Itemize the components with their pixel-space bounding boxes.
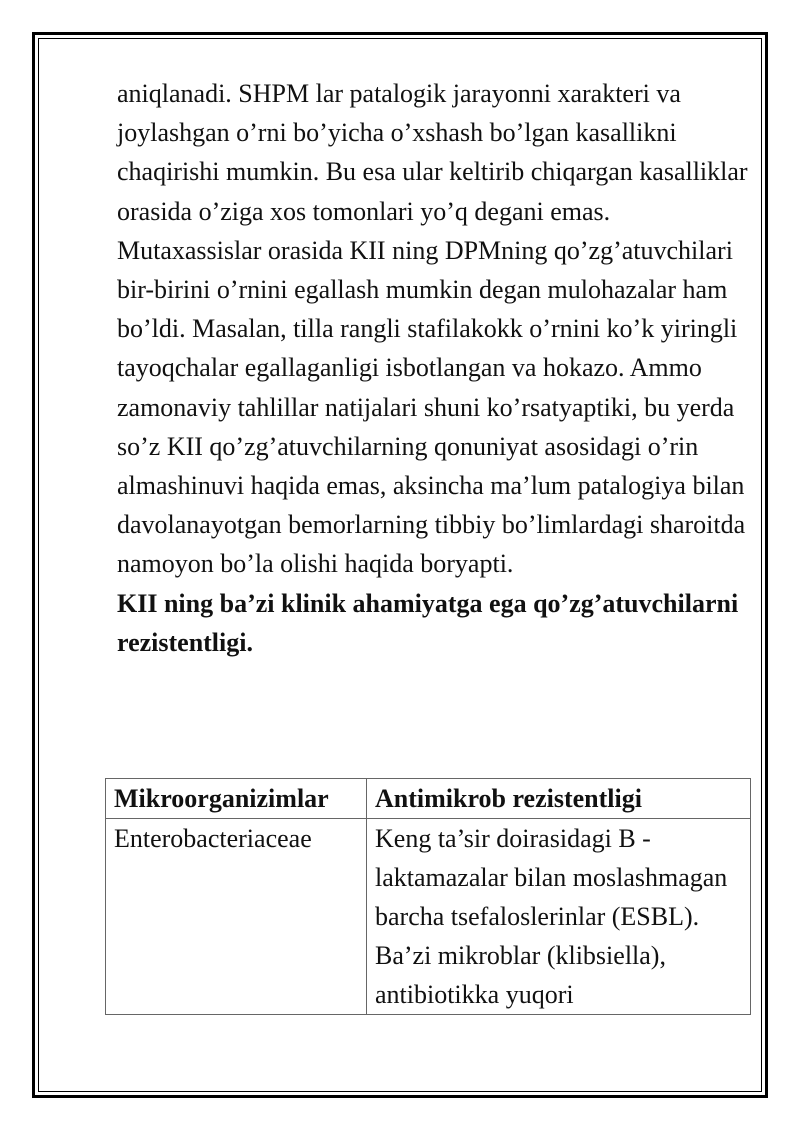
table-header-row — [106, 779, 751, 819]
table-cell-resistance: Keng ta’sir doirasidagi B - laktamazalar bilan moslashmagan barcha tsefaloslerinlar (ESBL). Ba’zi mikroblar (klibsiella), antibiotikka yuqori — [367, 819, 751, 1015]
table-header-resistance: Antimikrob rezistentligi — [367, 779, 751, 819]
resistance-table — [105, 778, 751, 1015]
table-cell-organism: Enterobacteriaceae — [106, 819, 367, 1015]
table-row — [106, 819, 751, 1015]
paragraph-1: aniqlanadi. SHPM lar patalogik jarayonni xarakteri va joylashgan o’rni bo’yicha o’xshash bo’lgan kasallikni chaqirishi mumkin. Bu esa ular keltirib chiqargan kasalliklar orasida o’ziga xos tomonlari yo’q degani emas. — [117, 79, 748, 226]
table-header-microorganisms: Mikroorganizimlar — [106, 779, 367, 819]
paragraph-2: Mutaxassislar orasida KII ning DPMning qo’zg’atuvchilari bir-birini o’rnini egallash mumkin degan mulohazalar ham bo’ldi. Masalan, tilla rangli stafilakokk o’rnini ko’k yiringli tayoqchalar egallaganligi isbotlangan va hokazo. Ammo zamonaviy tahlillar natijalari shuni ko’rsatyaptiki, bu yerda so’z KII qo’zg’atuvchilarning qonuniyat asosidagi o’rin almashinuvi haqida emas, aksincha ma’lum patalogiya bilan davolanayotgan bemorlarning tibbiy bo’limlardagi sharoitda namoyon bo’la olishi haqida boryapti. — [117, 235, 746, 579]
section-heading: KII ning ba’zi klinik ahamiyatga ega qo’zg’atuvchilarni rezistentligi. — [117, 588, 739, 657]
document-body — [117, 74, 757, 662]
